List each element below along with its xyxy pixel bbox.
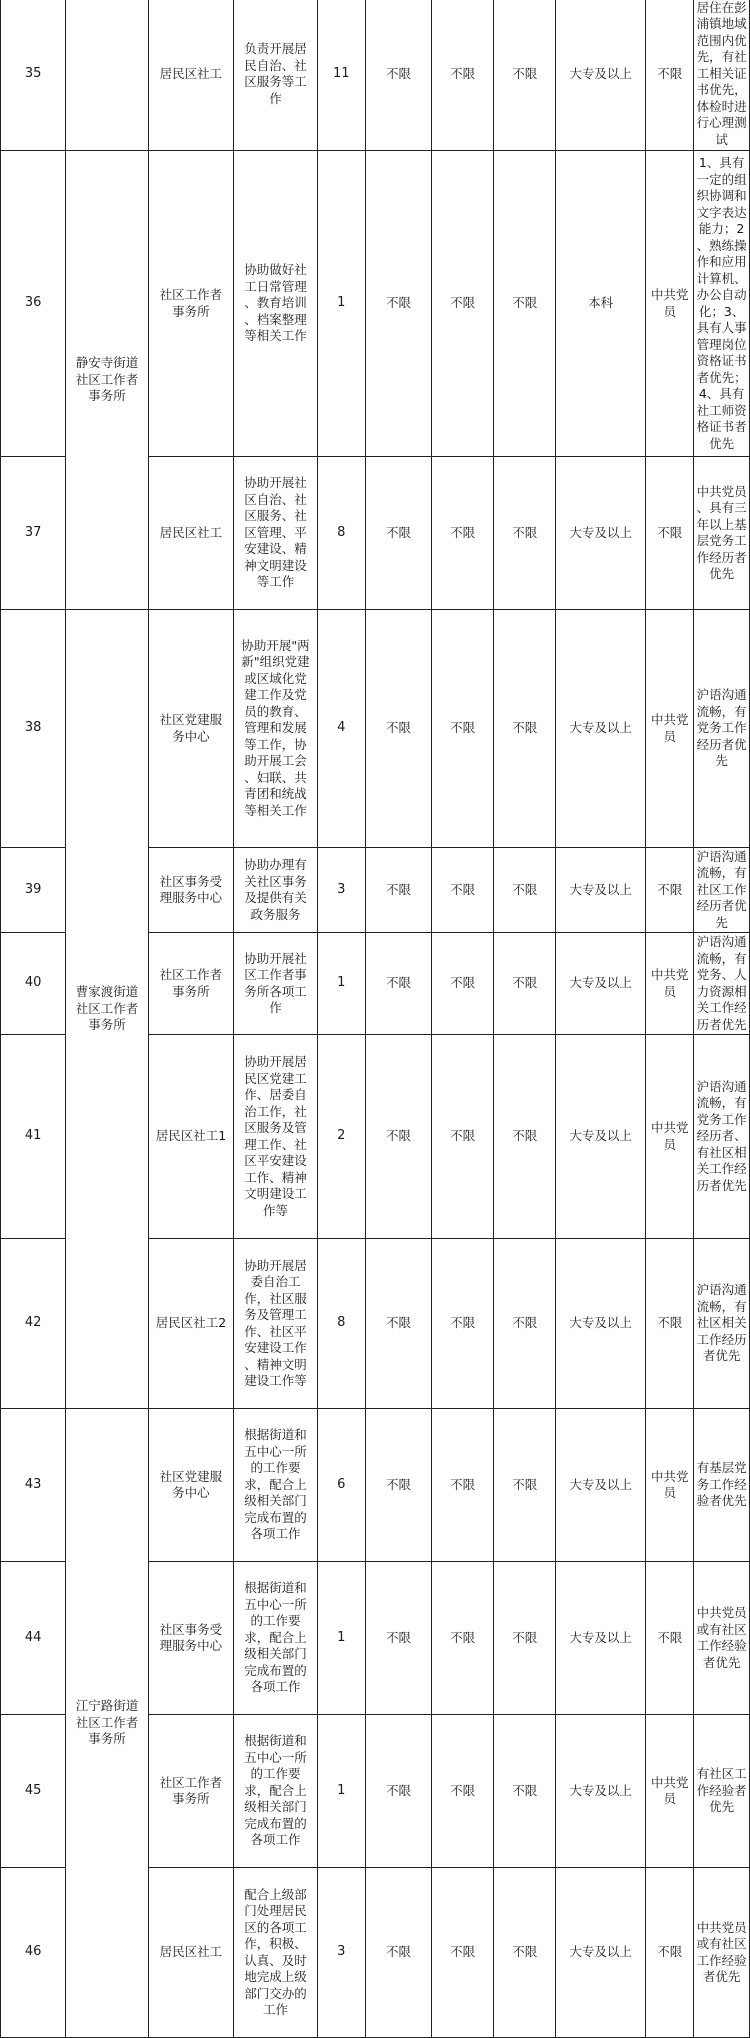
- education-cell: 大专及以上: [556, 933, 646, 1035]
- department-cell: 江宁路街道 社区工作者 事务所: [66, 1409, 148, 2038]
- requirement-cell: 不限: [494, 848, 556, 933]
- row-number: 36: [1, 151, 66, 457]
- position-name: 居民区社工: [148, 1868, 234, 2038]
- party-cell: 中共党 员: [646, 933, 694, 1035]
- party-cell: 中共党 员: [646, 151, 694, 457]
- headcount: 3: [317, 848, 365, 933]
- headcount: 2: [317, 1035, 365, 1239]
- row-number: 45: [1, 1715, 66, 1868]
- position-name: 居民区社工: [148, 0, 234, 151]
- party-cell: 不限: [646, 1562, 694, 1715]
- requirement-cell: 不限: [365, 0, 431, 151]
- requirement-cell: 不限: [365, 1239, 431, 1409]
- headcount: 1: [317, 933, 365, 1035]
- position-name: 社区党建服 务中心: [148, 1409, 234, 1562]
- position-name: 居民区社工2: [148, 1239, 234, 1409]
- requirement-cell: 不限: [494, 933, 556, 1035]
- table-row: [1, 151, 750, 457]
- position-name: 社区工作者 事务所: [148, 1715, 234, 1868]
- duty-description: 配合上级部 门处理居民 区的各项工 作，积极、 认真、及时 地完成上级 部门交办的 工作: [234, 1868, 317, 2038]
- requirement-cell: 不限: [432, 0, 494, 151]
- remark-cell: 沪语沟通 流畅，有 社区工作 经历者优 先: [694, 848, 750, 933]
- department-cell: 曹家渡街道 社区工作者 事务所: [66, 610, 148, 1409]
- headcount: 1: [317, 151, 365, 457]
- duty-description: 协助做好社 工日常管理 、教育培训 、档案整理 等相关工作: [234, 151, 317, 457]
- party-cell: 不限: [646, 848, 694, 933]
- duty-description: 协助办理有 关社区事务 及提供有关 政务服务: [234, 848, 317, 933]
- requirement-cell: 不限: [365, 933, 431, 1035]
- education-cell: 大专及以上: [556, 1035, 646, 1239]
- party-cell: 中共党 员: [646, 1409, 694, 1562]
- department-cell: 静安寺街道 社区工作者 事务所: [66, 151, 148, 610]
- requirement-cell: 不限: [432, 1239, 494, 1409]
- education-cell: 大专及以上: [556, 1868, 646, 2038]
- remark-cell: 居住在彭 浦镇地域 范围内优 先，有社 工相关证 书优先， 体检时进 行心理测 试: [694, 0, 750, 151]
- requirement-cell: 不限: [432, 848, 494, 933]
- requirement-cell: 不限: [432, 151, 494, 457]
- education-cell: 大专及以上: [556, 0, 646, 151]
- education-cell: 本科: [556, 151, 646, 457]
- party-cell: 不限: [646, 457, 694, 610]
- requirement-cell: 不限: [365, 1409, 431, 1562]
- row-number: 37: [1, 457, 66, 610]
- table-row: [1, 0, 750, 151]
- headcount: 8: [317, 457, 365, 610]
- party-cell: 中共党 员: [646, 1035, 694, 1239]
- row-number: 42: [1, 1239, 66, 1409]
- remark-cell: 1、具有 一定的组 织协调和 文字表达 能力；2 、熟练操 作和应用 计算机、 办公自动 化；3、 具有人事 管理岗位 资格证书 者优先； 4、具有 社工师资 格证书者 优先: [694, 151, 750, 457]
- headcount: 1: [317, 1715, 365, 1868]
- education-cell: 大专及以上: [556, 1239, 646, 1409]
- headcount: 8: [317, 1239, 365, 1409]
- row-number: 40: [1, 933, 66, 1035]
- duty-description: 根据街道和 五中心一所 的工作要 求，配合上 级相关部门 完成布置的 各项工作: [234, 1715, 317, 1868]
- education-cell: 大专及以上: [556, 1562, 646, 1715]
- party-cell: 不限: [646, 1239, 694, 1409]
- requirement-cell: 不限: [432, 1409, 494, 1562]
- requirement-cell: 不限: [494, 1562, 556, 1715]
- position-name: 社区事务受 理服务中心: [148, 848, 234, 933]
- row-number: 39: [1, 848, 66, 933]
- requirement-cell: 不限: [365, 1868, 431, 2038]
- duty-description: 根据街道和 五中心一所 的工作要 求，配合上 级相关部门 完成布置的 各项工作: [234, 1409, 317, 1562]
- party-cell: 中共党 员: [646, 610, 694, 848]
- remark-cell: 有基层党 务工作经 验者优先: [694, 1409, 750, 1562]
- table-row: [1, 1409, 750, 1562]
- remark-cell: 沪语沟通 流畅，有 党务工作 经历者优 先: [694, 610, 750, 848]
- requirement-cell: 不限: [494, 1239, 556, 1409]
- duty-description: 协助开展社 区工作者事 务所各项工 作: [234, 933, 317, 1035]
- remark-cell: 有社区工 作经验者 优先: [694, 1715, 750, 1868]
- requirement-cell: 不限: [432, 1035, 494, 1239]
- headcount: 4: [317, 610, 365, 848]
- headcount: 6: [317, 1409, 365, 1562]
- education-cell: 大专及以上: [556, 848, 646, 933]
- duty-description: 负责开展居 民自治、社 区服务等工 作: [234, 0, 317, 151]
- position-name: 居民区社工1: [148, 1035, 234, 1239]
- duty-description: 根据街道和 五中心一所 的工作要 求，配合上 级相关部门 完成布置的 各项工作: [234, 1562, 317, 1715]
- headcount: 11: [317, 0, 365, 151]
- requirement-cell: 不限: [365, 457, 431, 610]
- requirement-cell: 不限: [432, 1715, 494, 1868]
- requirement-cell: 不限: [432, 457, 494, 610]
- headcount: 3: [317, 1868, 365, 2038]
- requirement-cell: 不限: [365, 1715, 431, 1868]
- requirement-cell: 不限: [365, 848, 431, 933]
- requirement-cell: 不限: [494, 151, 556, 457]
- party-cell: 不限: [646, 1868, 694, 2038]
- row-number: 46: [1, 1868, 66, 2038]
- duty-description: 协助开展居 委自治工 作，社区服 务及管理工 作、社区平 安建设工作 、精神文明 建设工作等: [234, 1239, 317, 1409]
- requirement-cell: 不限: [494, 0, 556, 151]
- party-cell: 中共党 员: [646, 1715, 694, 1868]
- remark-cell: 中共党员 或有社区 工作经验 者优先: [694, 1562, 750, 1715]
- requirement-cell: 不限: [494, 1868, 556, 2038]
- table-row: [1, 610, 750, 848]
- position-name: 社区党建服 务中心: [148, 610, 234, 848]
- requirement-cell: 不限: [494, 457, 556, 610]
- row-number: 41: [1, 1035, 66, 1239]
- education-cell: 大专及以上: [556, 1715, 646, 1868]
- remark-cell: 沪语沟通 流畅，有 党务工作 经历者、 有社区相 关工作经 历者优先: [694, 1035, 750, 1239]
- education-cell: 大专及以上: [556, 610, 646, 848]
- duty-description: 协助开展"两 新"组织党建 或区域化党 建工作及党 员的教育、 管理和发展 等工作，协 助开展工会 、妇联、共 青团和统战 等相关工作: [234, 610, 317, 848]
- row-number: 43: [1, 1409, 66, 1562]
- requirement-cell: 不限: [494, 1035, 556, 1239]
- requirement-cell: 不限: [432, 610, 494, 848]
- position-name: 居民区社工: [148, 457, 234, 610]
- requirement-cell: 不限: [365, 1562, 431, 1715]
- requirement-cell: 不限: [494, 1715, 556, 1868]
- party-cell: 不限: [646, 0, 694, 151]
- requirement-cell: 不限: [432, 933, 494, 1035]
- remark-cell: 中共党员 或有社区 工作经验 者优先: [694, 1868, 750, 2038]
- position-name: 社区工作者 事务所: [148, 933, 234, 1035]
- education-cell: 大专及以上: [556, 457, 646, 610]
- row-number: 44: [1, 1562, 66, 1715]
- position-name: 社区事务受 理服务中心: [148, 1562, 234, 1715]
- row-number: 38: [1, 610, 66, 848]
- requirement-cell: 不限: [432, 1868, 494, 2038]
- requirement-cell: 不限: [494, 610, 556, 848]
- education-cell: 大专及以上: [556, 1409, 646, 1562]
- requirement-cell: 不限: [365, 151, 431, 457]
- row-number: 35: [1, 0, 66, 151]
- remark-cell: 沪语沟通 流畅，有 社区相关 工作经历 者优先: [694, 1239, 750, 1409]
- requirement-cell: 不限: [365, 1035, 431, 1239]
- remark-cell: 沪语沟通 流畅，有 党务、人 力资源相 关工作经 历者优先: [694, 933, 750, 1035]
- duty-description: 协助开展居 民区党建工 作、居委自 治工作，社 区服务及管 理工作、社 区平安建设 工作、精神 文明建设工 作等: [234, 1035, 317, 1239]
- remark-cell: 中共党员 、具有三 年以上基 层党务工 作经历者 优先: [694, 457, 750, 610]
- requirement-cell: 不限: [432, 1562, 494, 1715]
- requirement-cell: 不限: [494, 1409, 556, 1562]
- position-name: 社区工作者 事务所: [148, 151, 234, 457]
- department-cell: [66, 0, 148, 151]
- headcount: 1: [317, 1562, 365, 1715]
- requirement-cell: 不限: [365, 610, 431, 848]
- duty-description: 协助开展社 区自治、社 区服务、社 区管理、平 安建设、精 神文明建设 等工作: [234, 457, 317, 610]
